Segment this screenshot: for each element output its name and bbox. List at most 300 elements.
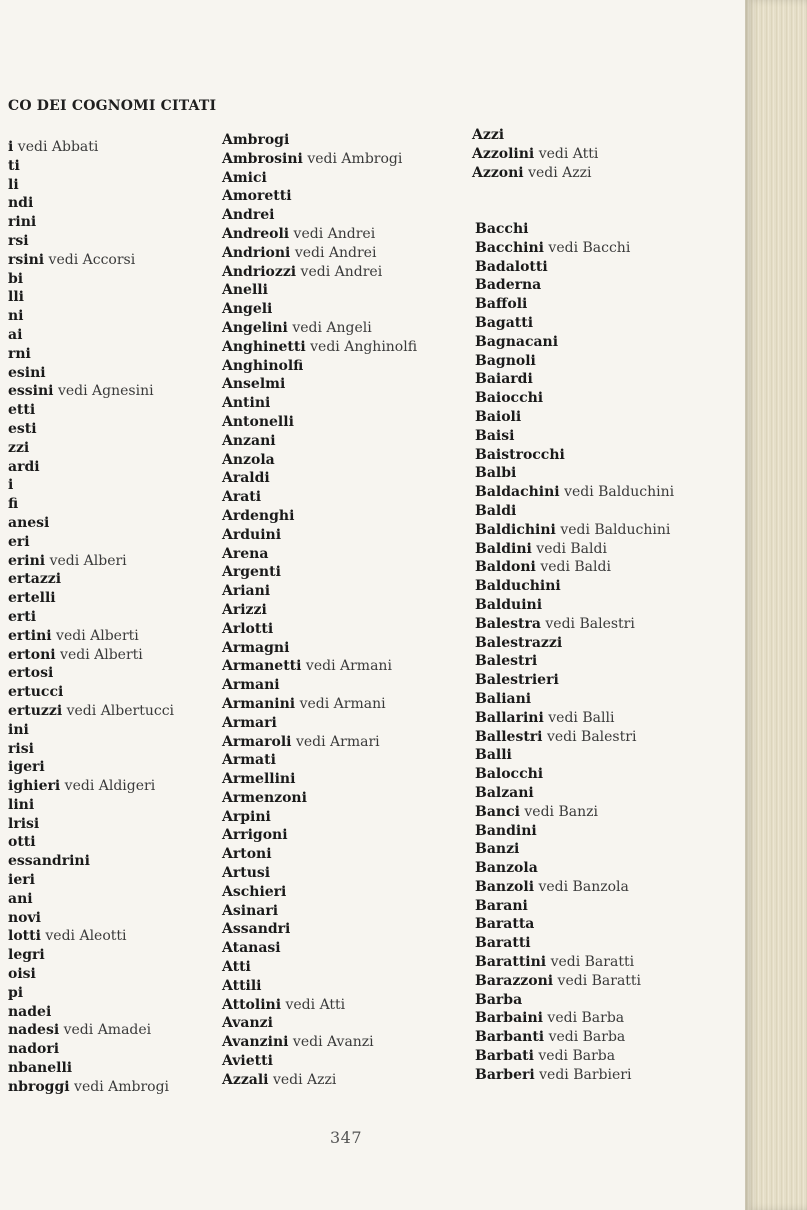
index-entry bbox=[475, 577, 674, 596]
index-entry bbox=[222, 733, 417, 752]
surname: Armanini bbox=[222, 695, 296, 712]
surname: Antonelli bbox=[222, 413, 294, 430]
index-entry bbox=[472, 126, 598, 145]
cross-reference: vedi Bacchi bbox=[548, 239, 631, 256]
index-entry bbox=[475, 239, 674, 258]
index-entry bbox=[222, 808, 417, 827]
index-entry bbox=[222, 545, 417, 564]
index-entry bbox=[475, 859, 674, 878]
surname: legri bbox=[8, 947, 45, 964]
index-entry bbox=[8, 909, 174, 928]
surname: Amoretti bbox=[222, 188, 292, 205]
index-entry bbox=[475, 276, 674, 295]
surname: Barbanti bbox=[475, 1029, 545, 1046]
index-entry bbox=[222, 357, 417, 376]
surname: Armellini bbox=[222, 771, 296, 788]
surname: Baldichini bbox=[475, 521, 556, 538]
index-entry bbox=[475, 634, 674, 653]
index-entry bbox=[475, 295, 674, 314]
index-entry bbox=[222, 601, 417, 620]
cross-reference: vedi Armani bbox=[305, 658, 392, 675]
index-entry bbox=[8, 382, 174, 401]
index-entry bbox=[8, 721, 174, 740]
surname: Arpini bbox=[222, 808, 271, 825]
index-entry bbox=[222, 751, 417, 770]
index-entry bbox=[222, 639, 417, 658]
surname: Armanetti bbox=[222, 658, 302, 675]
index-entry bbox=[475, 615, 674, 634]
index-entry bbox=[475, 540, 674, 559]
index-entry bbox=[475, 1066, 674, 1085]
index-entry bbox=[8, 552, 174, 571]
index-entry bbox=[475, 972, 674, 991]
surname: Balestri bbox=[475, 653, 538, 670]
index-entry bbox=[8, 946, 174, 965]
index-entry bbox=[222, 507, 417, 526]
surname: Avietti bbox=[222, 1053, 273, 1070]
cross-reference: vedi Atti bbox=[285, 996, 346, 1013]
surname: Ardenghi bbox=[222, 507, 295, 524]
index-entry bbox=[8, 740, 174, 759]
surname: eri bbox=[8, 533, 30, 550]
index-entry bbox=[222, 620, 417, 639]
surname: Baldi bbox=[475, 502, 517, 519]
surname: Ballestri bbox=[475, 728, 543, 745]
surname: ighieri bbox=[8, 778, 61, 795]
surname: Baratta bbox=[475, 916, 535, 933]
index-entry bbox=[8, 194, 174, 213]
index-entry bbox=[475, 878, 674, 897]
index-entry bbox=[222, 977, 417, 996]
cross-reference: vedi Agnesini bbox=[57, 383, 154, 400]
surname: Arena bbox=[222, 545, 269, 562]
index-entry bbox=[8, 1078, 174, 1097]
index-entry bbox=[475, 953, 674, 972]
surname: novi bbox=[8, 909, 41, 926]
page-number: 347 bbox=[330, 1128, 363, 1147]
surname: ni bbox=[8, 308, 24, 325]
index-entry bbox=[475, 446, 674, 465]
surname-column-3-b bbox=[475, 220, 674, 1085]
index-entry bbox=[8, 420, 174, 439]
index-entry bbox=[8, 514, 174, 533]
surname: ndi bbox=[8, 195, 34, 212]
cross-reference: vedi Baldi bbox=[536, 540, 607, 557]
index-entry bbox=[222, 770, 417, 789]
surname: Ambrogi bbox=[222, 132, 290, 148]
surname: Andriozzi bbox=[222, 263, 297, 280]
cross-reference: vedi Amadei bbox=[63, 1022, 152, 1039]
cross-reference: vedi Ambrogi bbox=[307, 150, 403, 167]
index-entry bbox=[8, 476, 174, 495]
index-entry bbox=[222, 563, 417, 582]
surname: ti bbox=[8, 157, 20, 174]
index-entry bbox=[222, 883, 417, 902]
cross-reference: vedi Azzi bbox=[528, 164, 592, 181]
surname: Attili bbox=[222, 977, 262, 994]
surname: Arlotti bbox=[222, 620, 274, 637]
index-entry bbox=[222, 131, 417, 150]
index-entry bbox=[8, 852, 174, 871]
surname-column-2 bbox=[222, 131, 417, 1090]
cross-reference: vedi Abbati bbox=[17, 139, 99, 155]
surname: Baderna bbox=[475, 277, 542, 294]
surname: Barba bbox=[475, 991, 523, 1008]
surname: Anghinetti bbox=[222, 338, 306, 355]
index-entry bbox=[222, 1033, 417, 1052]
cross-reference: vedi Azzi bbox=[272, 1071, 337, 1088]
index-entry bbox=[222, 958, 417, 977]
surname: Armagni bbox=[222, 639, 290, 656]
surname: ieri bbox=[8, 872, 35, 889]
surname: Balli bbox=[475, 747, 512, 764]
index-entry bbox=[475, 746, 674, 765]
index-entry bbox=[475, 690, 674, 709]
surname: li bbox=[8, 176, 19, 193]
surname: Arrigoni bbox=[222, 827, 288, 844]
surname: Armani bbox=[222, 677, 280, 694]
index-entry bbox=[475, 427, 674, 446]
index-entry bbox=[475, 728, 674, 747]
surname: ani bbox=[8, 890, 33, 907]
index-entry bbox=[475, 897, 674, 916]
surname: Balocchi bbox=[475, 766, 544, 783]
surname: Bacchi bbox=[475, 221, 529, 237]
surname: Arizzi bbox=[222, 601, 267, 618]
surname: ertoni bbox=[8, 646, 56, 663]
index-entry bbox=[222, 394, 417, 413]
surname: Bagnacani bbox=[475, 333, 559, 350]
index-entry bbox=[222, 338, 417, 357]
surname: Ballarini bbox=[475, 709, 544, 726]
cross-reference: vedi Alberi bbox=[49, 552, 127, 569]
index-entry bbox=[8, 307, 174, 326]
surname: Attolini bbox=[222, 996, 282, 1013]
cross-reference: vedi Banzola bbox=[538, 878, 629, 895]
index-entry bbox=[8, 683, 174, 702]
index-entry bbox=[475, 483, 674, 502]
cross-reference: vedi Barbieri bbox=[539, 1066, 632, 1083]
index-entry bbox=[222, 714, 417, 733]
index-entry bbox=[222, 281, 417, 300]
surname: Azzoni bbox=[472, 164, 524, 181]
index-entry bbox=[475, 558, 674, 577]
index-entry bbox=[8, 1003, 174, 1022]
surname: Balzani bbox=[475, 784, 534, 801]
surname: Atanasi bbox=[222, 940, 281, 957]
cross-reference: vedi Atti bbox=[538, 145, 599, 162]
surname: ini bbox=[8, 721, 29, 738]
surname: Ariani bbox=[222, 583, 271, 600]
surname-column-1 bbox=[8, 138, 174, 1097]
index-entry bbox=[475, 314, 674, 333]
surname: Andrioni bbox=[222, 244, 291, 261]
surname: Atti bbox=[222, 959, 251, 976]
index-entry bbox=[475, 1028, 674, 1047]
surname: lini bbox=[8, 796, 35, 813]
cross-reference: vedi Andrei bbox=[300, 263, 383, 280]
index-entry bbox=[8, 288, 174, 307]
index-entry bbox=[222, 432, 417, 451]
cross-reference: vedi Balduchini bbox=[564, 484, 675, 501]
surname: lotti bbox=[8, 928, 41, 945]
index-entry bbox=[475, 1009, 674, 1028]
surname: esini bbox=[8, 364, 46, 381]
cross-reference: vedi Albertucci bbox=[66, 702, 175, 719]
surname: Balduini bbox=[475, 596, 543, 613]
surname: Baiocchi bbox=[475, 390, 544, 407]
index-entry bbox=[8, 232, 174, 251]
surname: Banzi bbox=[475, 841, 520, 858]
surname: anesi bbox=[8, 514, 50, 531]
cross-reference: vedi Ambrogi bbox=[74, 1078, 170, 1095]
index-entry bbox=[222, 451, 417, 470]
index-entry bbox=[475, 671, 674, 690]
index-entry bbox=[8, 1021, 174, 1040]
surname: Balestrieri bbox=[475, 672, 559, 689]
surname: nadei bbox=[8, 1003, 52, 1020]
surname: Azzali bbox=[222, 1071, 269, 1088]
surname: Armati bbox=[222, 752, 276, 769]
index-entry bbox=[472, 145, 598, 164]
surname: ertucci bbox=[8, 684, 64, 701]
surname: Bandini bbox=[475, 822, 537, 839]
index-entry bbox=[222, 488, 417, 507]
surname: ertuzzi bbox=[8, 702, 63, 719]
index-entry bbox=[222, 1071, 417, 1090]
cross-reference: vedi Andrei bbox=[293, 225, 376, 242]
index-entry bbox=[8, 1059, 174, 1078]
surname: rini bbox=[8, 214, 37, 231]
cross-reference: vedi Balestri bbox=[545, 615, 635, 632]
surname: i bbox=[8, 139, 14, 155]
index-entry bbox=[8, 984, 174, 1003]
surname: fi bbox=[8, 496, 19, 513]
surname: Baffoli bbox=[475, 296, 528, 313]
surname: Baistrocchi bbox=[475, 446, 565, 463]
index-entry bbox=[8, 890, 174, 909]
surname: Bacchini bbox=[475, 239, 544, 256]
surname: Antini bbox=[222, 395, 271, 412]
cross-reference: vedi Aleotti bbox=[45, 928, 127, 945]
surname: Armenzoni bbox=[222, 789, 307, 806]
index-entry bbox=[475, 1047, 674, 1066]
surname: Balbi bbox=[475, 465, 517, 482]
index-entry bbox=[8, 495, 174, 514]
index-entry bbox=[222, 206, 417, 225]
surname: Arati bbox=[222, 489, 262, 506]
index-entry bbox=[475, 502, 674, 521]
index-entry bbox=[475, 991, 674, 1010]
surname: Balestra bbox=[475, 615, 541, 632]
surname: rsini bbox=[8, 251, 45, 268]
index-entry bbox=[222, 319, 417, 338]
index-entry bbox=[8, 871, 174, 890]
surname: Azzolini bbox=[472, 145, 535, 162]
surname: erini bbox=[8, 552, 46, 569]
surname: Asinari bbox=[222, 902, 279, 919]
index-entry bbox=[475, 258, 674, 277]
surname: Balestrazzi bbox=[475, 634, 563, 651]
cross-reference: vedi Avanzi bbox=[292, 1034, 374, 1051]
index-entry bbox=[222, 1014, 417, 1033]
index-entry bbox=[222, 864, 417, 883]
index-entry bbox=[222, 657, 417, 676]
surname: ai bbox=[8, 326, 23, 343]
page-edge-stack bbox=[745, 0, 807, 1210]
index-entry bbox=[8, 796, 174, 815]
index-entry bbox=[472, 164, 598, 183]
index-entry bbox=[8, 570, 174, 589]
surname: Angeli bbox=[222, 301, 273, 318]
surname: Armaroli bbox=[222, 733, 292, 750]
surname: igeri bbox=[8, 759, 45, 776]
surname: Araldi bbox=[222, 470, 270, 487]
index-entry bbox=[475, 220, 674, 239]
surname: nadesi bbox=[8, 1022, 60, 1039]
index-entry bbox=[222, 996, 417, 1015]
surname: Armari bbox=[222, 714, 277, 731]
index-entry bbox=[8, 364, 174, 383]
surname: Anelli bbox=[222, 282, 268, 299]
index-entry bbox=[222, 244, 417, 263]
surname: Barazzoni bbox=[475, 972, 554, 989]
cross-reference: vedi Alberti bbox=[56, 627, 139, 644]
surname: ertosi bbox=[8, 665, 54, 682]
index-entry bbox=[222, 300, 417, 319]
index-entry bbox=[475, 352, 674, 371]
surname: etti bbox=[8, 402, 36, 419]
surname: nbanelli bbox=[8, 1060, 73, 1077]
surname: Barani bbox=[475, 897, 528, 914]
surname: Avanzini bbox=[222, 1034, 289, 1051]
index-entry bbox=[8, 815, 174, 834]
cross-reference: vedi Barba bbox=[547, 1010, 625, 1027]
index-entry bbox=[8, 758, 174, 777]
surname: Banzola bbox=[475, 860, 538, 877]
surname: Anzola bbox=[222, 451, 275, 468]
surname: Baisi bbox=[475, 427, 515, 444]
surname: Baioli bbox=[475, 408, 522, 425]
surname: Baldini bbox=[475, 540, 532, 557]
surname: Angelini bbox=[222, 319, 288, 336]
index-entry bbox=[475, 652, 674, 671]
index-entry bbox=[8, 646, 174, 665]
index-entry bbox=[8, 401, 174, 420]
index-entry bbox=[8, 251, 174, 270]
surname: Argenti bbox=[222, 564, 281, 581]
cross-reference: vedi Accorsi bbox=[48, 251, 136, 268]
index-entry bbox=[475, 803, 674, 822]
surname: Bagnoli bbox=[475, 352, 536, 369]
surname-column-3-top bbox=[472, 126, 598, 182]
index-entry bbox=[8, 326, 174, 345]
surname: Baldoni bbox=[475, 559, 536, 576]
surname: Banzoli bbox=[475, 878, 535, 895]
surname: erti bbox=[8, 608, 37, 625]
index-entry bbox=[222, 676, 417, 695]
index-entry bbox=[475, 709, 674, 728]
surname: Andrei bbox=[222, 207, 275, 224]
index-entry bbox=[222, 263, 417, 282]
surname: Barattini bbox=[475, 954, 547, 971]
surname: Assandri bbox=[222, 921, 291, 938]
index-entry bbox=[475, 934, 674, 953]
index-entry bbox=[8, 345, 174, 364]
index-entry bbox=[8, 270, 174, 289]
index-entry bbox=[8, 439, 174, 458]
surname: Artoni bbox=[222, 846, 272, 863]
surname: Barbati bbox=[475, 1048, 534, 1065]
index-entry bbox=[222, 413, 417, 432]
index-entry bbox=[475, 464, 674, 483]
cross-reference: vedi Balestri bbox=[546, 728, 637, 745]
surname: zzi bbox=[8, 439, 30, 456]
index-entry bbox=[8, 627, 174, 646]
cross-reference: vedi Anghinolfi bbox=[310, 338, 418, 355]
surname: Anselmi bbox=[222, 376, 286, 393]
surname: nbroggi bbox=[8, 1078, 70, 1095]
cross-reference: vedi Balli bbox=[548, 709, 615, 726]
index-entry bbox=[475, 915, 674, 934]
index-entry bbox=[475, 408, 674, 427]
surname: Baldachini bbox=[475, 484, 560, 501]
index-entry bbox=[222, 375, 417, 394]
surname: essandrini bbox=[8, 853, 90, 870]
surname: lrisi bbox=[8, 815, 40, 832]
surname: Amici bbox=[222, 169, 267, 186]
index-entry bbox=[222, 469, 417, 488]
index-entry bbox=[8, 664, 174, 683]
surname: Barberi bbox=[475, 1066, 535, 1083]
index-entry bbox=[222, 845, 417, 864]
index-entry bbox=[222, 1052, 417, 1071]
cross-reference: vedi Andrei bbox=[294, 244, 377, 261]
surname: Baiardi bbox=[475, 371, 533, 388]
cross-reference: vedi Alberti bbox=[60, 646, 143, 663]
index-entry bbox=[475, 370, 674, 389]
cross-reference: vedi Aldigeri bbox=[64, 778, 156, 795]
index-entry bbox=[475, 840, 674, 859]
surname: ardi bbox=[8, 458, 40, 475]
surname: i bbox=[8, 477, 14, 494]
index-entry bbox=[475, 784, 674, 803]
surname: lli bbox=[8, 289, 24, 306]
surname: Barbaini bbox=[475, 1010, 543, 1027]
cross-reference: vedi Balduchini bbox=[560, 521, 671, 538]
index-entry bbox=[222, 187, 417, 206]
surname: risi bbox=[8, 740, 34, 757]
surname: bi bbox=[8, 270, 24, 287]
surname: Banci bbox=[475, 803, 520, 820]
index-entry bbox=[222, 789, 417, 808]
cross-reference: vedi Baratti bbox=[550, 954, 635, 971]
surname: ertini bbox=[8, 627, 52, 644]
surname: essini bbox=[8, 383, 54, 400]
index-entry bbox=[222, 695, 417, 714]
index-entry bbox=[8, 213, 174, 232]
surname: Andreoli bbox=[222, 225, 290, 242]
index-entry bbox=[8, 608, 174, 627]
index-entry bbox=[475, 596, 674, 615]
cross-reference: vedi Baldi bbox=[540, 559, 611, 576]
surname: Balduchini bbox=[475, 578, 561, 595]
index-entry bbox=[475, 822, 674, 841]
surname: rsi bbox=[8, 232, 29, 249]
surname: Artusi bbox=[222, 865, 271, 882]
surname: Aschieri bbox=[222, 883, 287, 900]
surname: ertelli bbox=[8, 590, 56, 607]
